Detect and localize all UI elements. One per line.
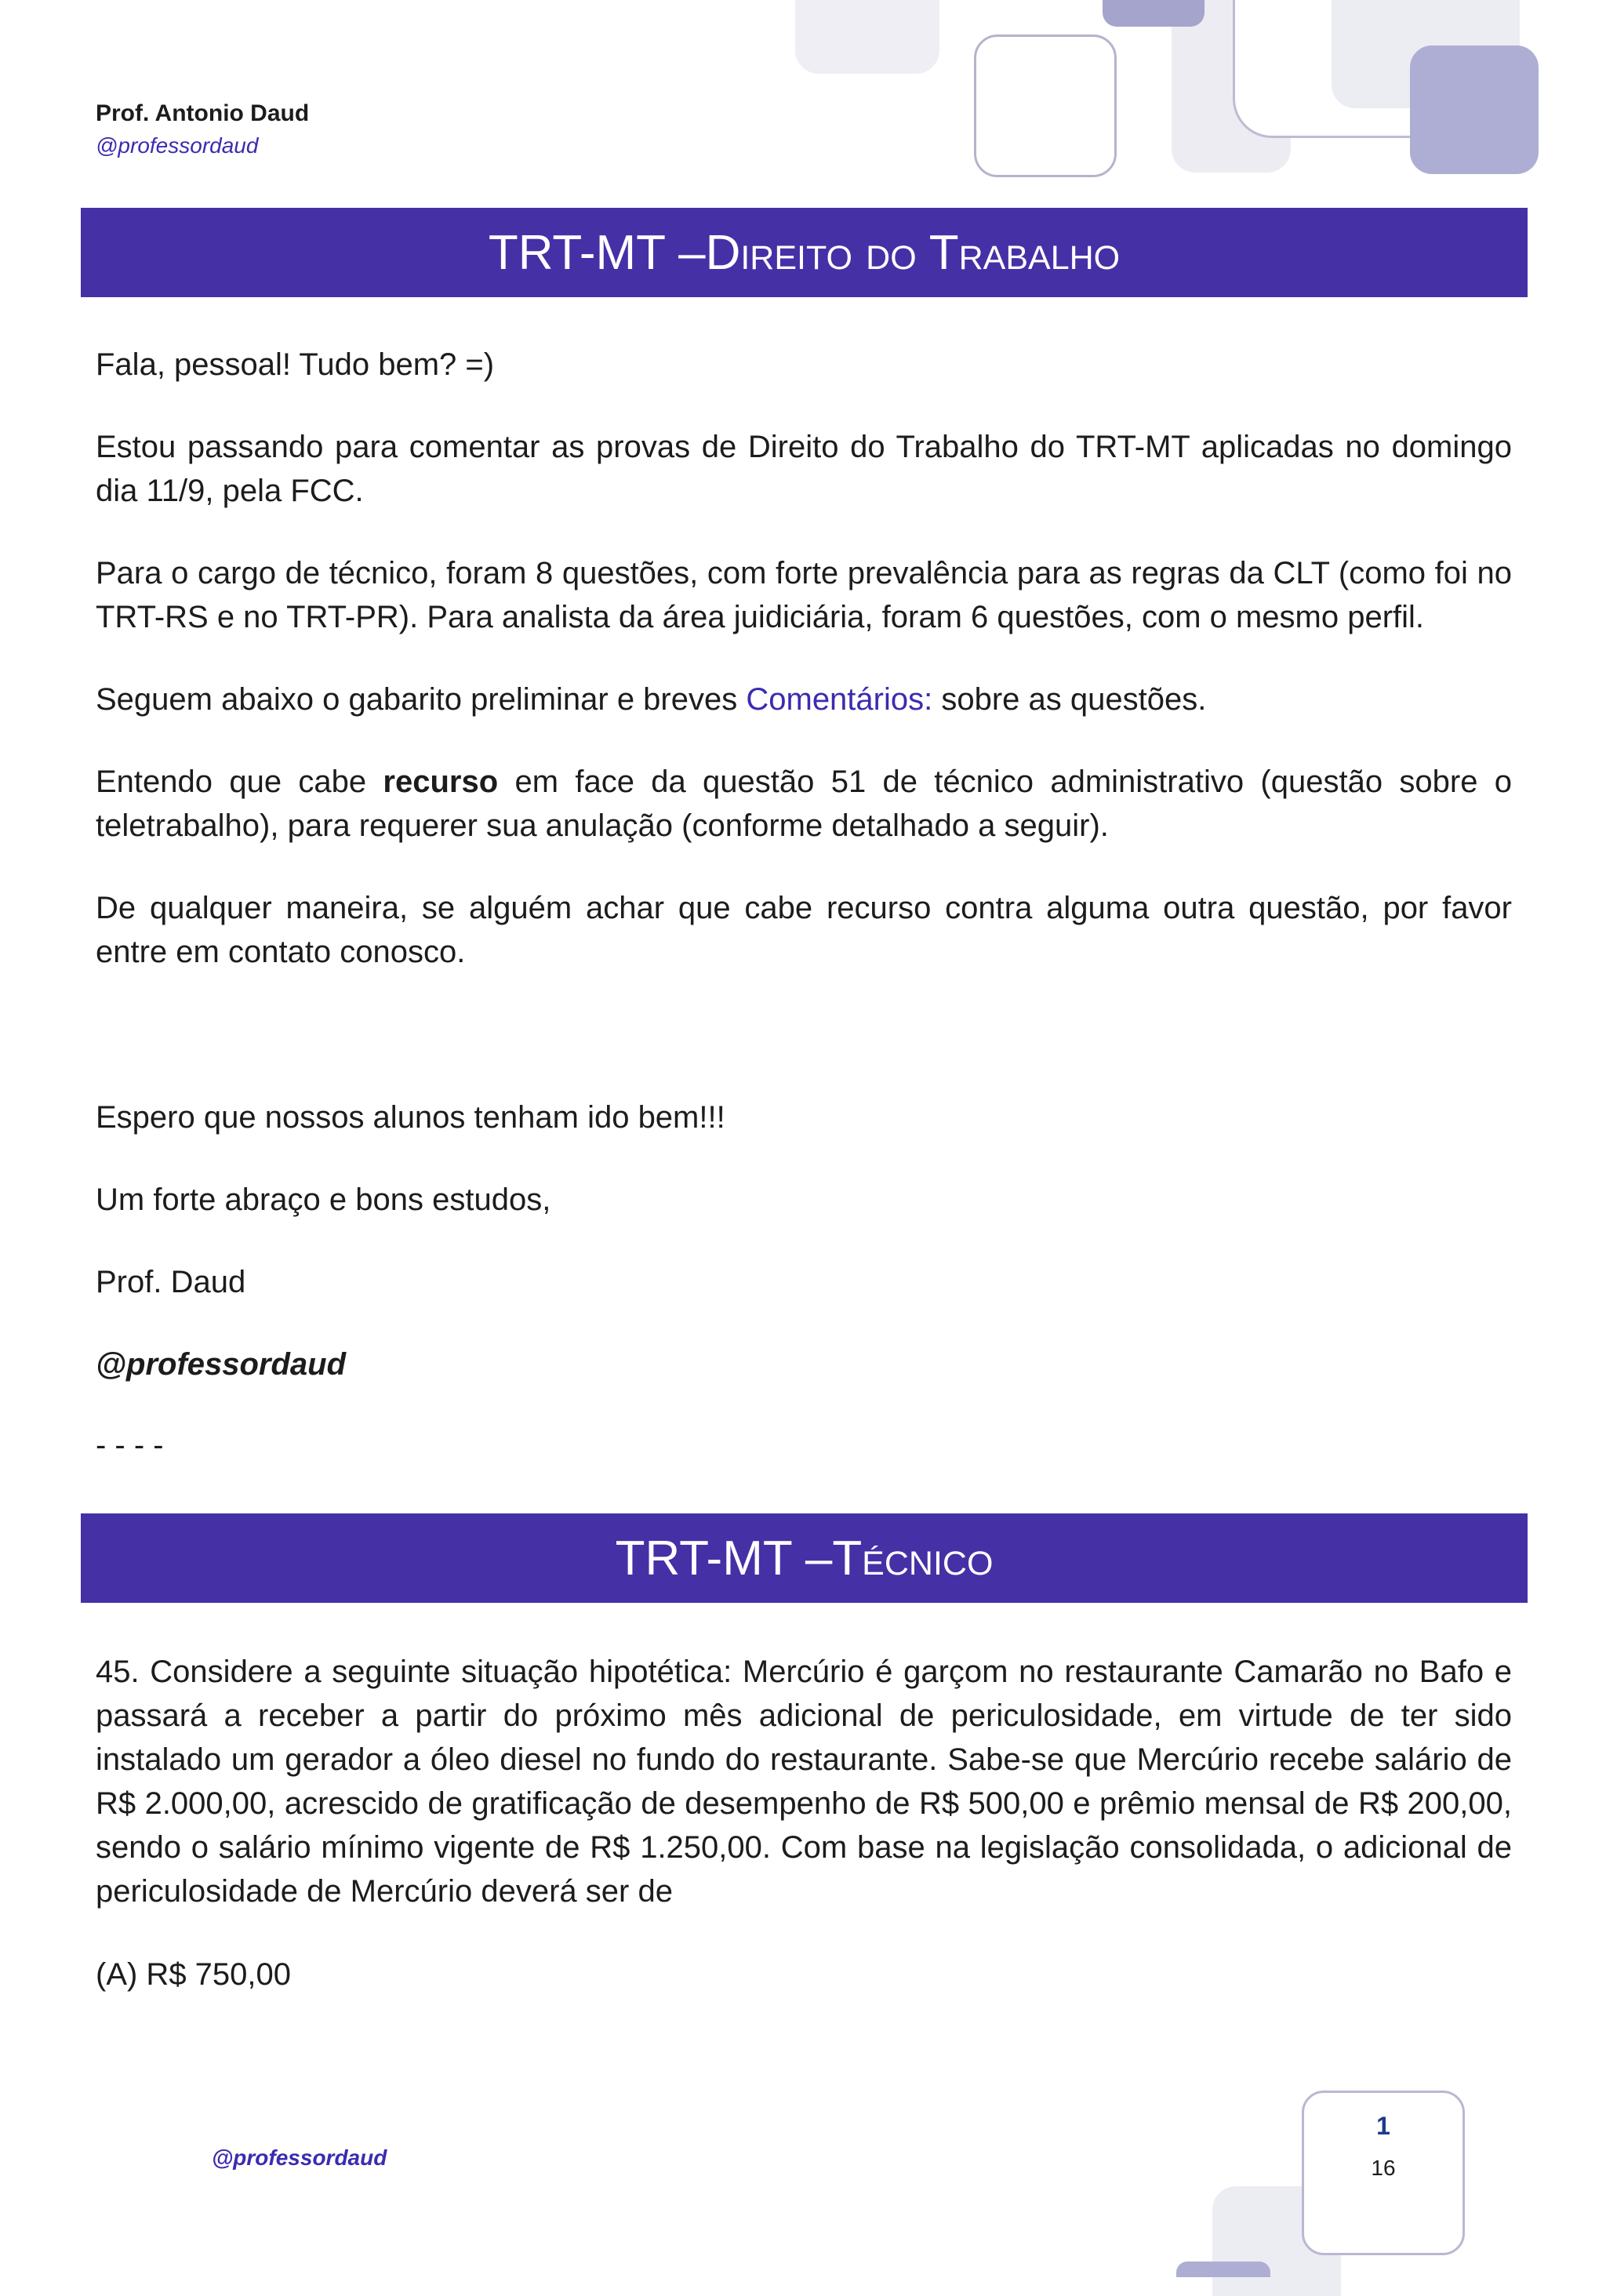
signature: Prof. Daud <box>96 1265 246 1299</box>
text-span: em face da questão 51 de técnico administrativo (questão sobre o teletrabalho), para requerer sua anulação (conforme detalhado a seguir). <box>96 765 1512 843</box>
section-banner-tecnico <box>81 1513 1528 1603</box>
recurso-emphasis: recurso <box>383 765 499 799</box>
text-span: Seguem abaixo o gabarito preliminar e breves <box>96 682 747 717</box>
banner-title: Direito do Trabalho <box>705 225 1121 280</box>
intro-paragraph: Para o cargo de técnico, foram 8 questões, com forte prevalência para as regras da CLT (como foi no TRT-RS e no TRT-PR). Para analista da área juidiciária, foram 6 questões, com o mesmo perfil. <box>96 556 1512 634</box>
author-name: Prof. Antonio Daud <box>96 100 310 126</box>
intro-paragraph: Estou passando para comentar as provas de Direito do Trabalho do TRT-MT aplicadas no domingo dia 11/9, pela FCC. <box>96 430 1512 508</box>
decorative-shape <box>1410 45 1539 174</box>
banner-prefix: TRT-MT – <box>615 1531 833 1586</box>
intro-paragraph: De qualquer maneira, se alguém achar que cabe recurso contra alguma outra questão, por favor entre em contato conosco. <box>96 891 1512 969</box>
signature-handle: @professordaud <box>96 1347 347 1382</box>
footer-handle: @professordaud <box>212 2145 387 2170</box>
decorative-shape <box>1176 2261 1270 2277</box>
closing-line: Espero que nossos alunos tenham ido bem!!! <box>96 1100 725 1135</box>
decorative-shape <box>1103 0 1204 27</box>
text-span: sobre as questões. <box>932 682 1207 717</box>
question-option-a: (A) R$ 750,00 <box>96 1957 292 1992</box>
author-handle: @professordaud <box>96 133 259 158</box>
closing-line: Um forte abraço e bons estudos, <box>96 1183 551 1217</box>
intro-paragraph <box>96 760 1512 848</box>
question-text: 45. Considere a seguinte situação hipotética: Mercúrio é garçom no restaurante Camarão no Bafo e passará a receber a partir do próximo mês adicional de periculosidade, em virtude de ter sido instalado um gerador a óleo diesel no fundo do restaurante. Sabe-se que Mercúrio recebe salário de R$ 2.000,00, acrescido de gratificação de desempenho de R$ 500,00 e prêmio mensal de R$ 200,00, sendo o salário mínimo vigente de R$ 1.250,00. Com base na legislação consolidada, o adicional de periculosidade de Mercúrio deverá ser de <box>96 1655 1512 1909</box>
intro-greeting: Fala, pessoal! Tudo bem? =) <box>96 347 495 382</box>
text-span: Entendo que cabe <box>96 765 383 799</box>
section-banner-direito <box>81 208 1528 297</box>
comments-label: Comentários: <box>746 682 933 717</box>
separator: - - - - <box>96 1428 164 1462</box>
decorative-shape <box>795 0 939 74</box>
intro-paragraph <box>96 678 1512 721</box>
page-number: 1 <box>1376 2112 1390 2140</box>
banner-prefix: TRT-MT – <box>488 225 706 280</box>
page-indicator <box>1302 2091 1465 2255</box>
banner-title: Técnico <box>832 1531 994 1586</box>
page-total: 16 <box>1371 2156 1396 2180</box>
decorative-shape <box>974 35 1117 177</box>
